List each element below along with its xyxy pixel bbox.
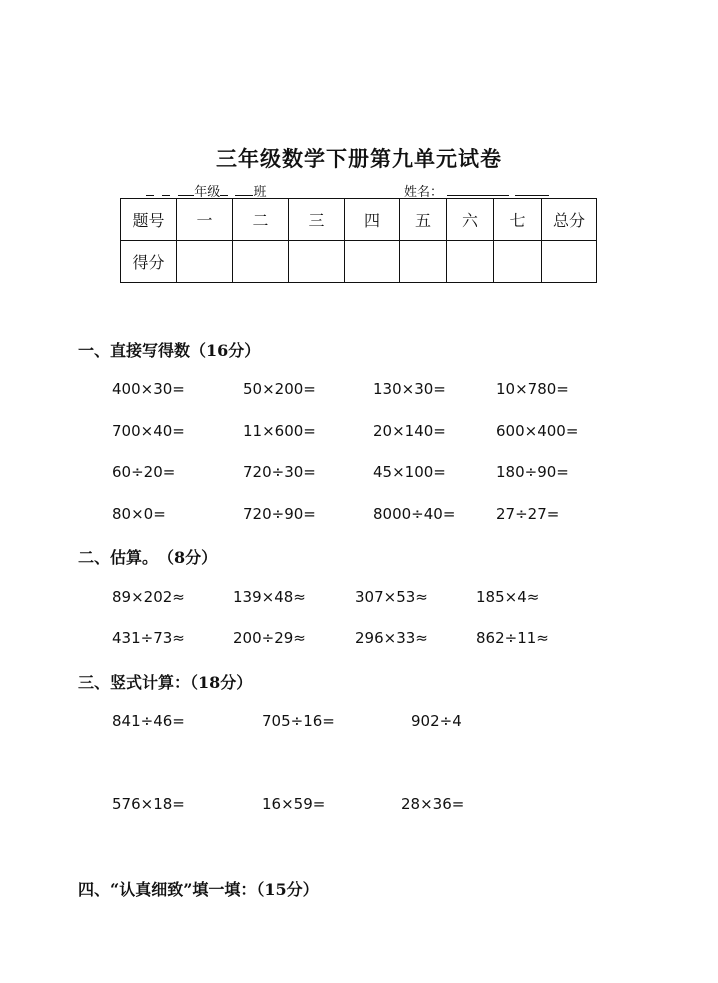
score-table [120,198,597,283]
section-1-heading: 一、直接写得数（16分） [78,341,261,360]
problem: 700×40= [112,422,185,440]
problem: 16×59= [262,795,326,813]
problem: 600×400= [496,422,579,440]
grade-label: 年级 [194,185,221,200]
table-cell: 五 [400,199,447,241]
table-cell: 一 [177,199,233,241]
problem: 60÷20= [112,463,176,481]
problem: 80×0= [112,505,166,523]
problem: 296×33≈ [355,629,428,647]
problem: 720÷30= [243,463,316,481]
class-label: 班 [253,185,267,200]
score-input-cell[interactable] [447,241,494,283]
problem: 841÷46= [112,712,185,730]
problem: 8000÷40= [373,505,456,523]
problem: 11×600= [243,422,316,440]
score-input-cell[interactable] [177,241,233,283]
problem: 720÷90= [243,505,316,523]
problem: 89×202≈ [112,588,185,606]
score-table-header-row [121,199,597,241]
score-input-cell[interactable] [345,241,400,283]
problem: 20×140= [373,422,446,440]
score-input-cell[interactable] [494,241,542,283]
problem: 576×18= [112,795,185,813]
section-2-heading: 二、估算。 （8分） [78,548,218,567]
problem: 139×48≈ [233,588,306,606]
table-cell: 总分 [542,199,597,241]
table-cell: 题号 [121,199,177,241]
problem: 902÷4 [411,712,462,730]
table-cell: 二 [233,199,289,241]
problem: 307×53≈ [355,588,428,606]
problem: 50×200= [243,380,316,398]
table-cell: 得分 [121,241,177,283]
score-input-cell[interactable] [400,241,447,283]
table-cell: 七 [494,199,542,241]
problem: 185×4≈ [476,588,540,606]
problem: 400×30= [112,380,185,398]
problem: 28×36= [401,795,465,813]
problem: 27÷27= [496,505,560,523]
score-table-score-row [121,241,597,283]
name-label: 姓名： [404,185,444,200]
score-input-cell[interactable] [542,241,597,283]
problem: 705÷16= [262,712,335,730]
page-title: 三年级数学下册第九单元试卷 [216,146,502,171]
problem: 180÷90= [496,463,569,481]
problem: 862÷11≈ [476,629,549,647]
problem: 431÷73≈ [112,629,185,647]
table-cell: 六 [447,199,494,241]
problem: 130×30= [373,380,446,398]
section-3-heading: 三、竖式计算：（18分） [78,673,253,692]
problem: 200÷29≈ [233,629,306,647]
score-input-cell[interactable] [289,241,345,283]
table-cell: 四 [345,199,400,241]
section-4-heading: 四、“认真细致”填一填：（15分） [78,880,319,899]
problem: 10×780= [496,380,569,398]
problem: 45×100= [373,463,446,481]
table-cell: 三 [289,199,345,241]
score-input-cell[interactable] [233,241,289,283]
